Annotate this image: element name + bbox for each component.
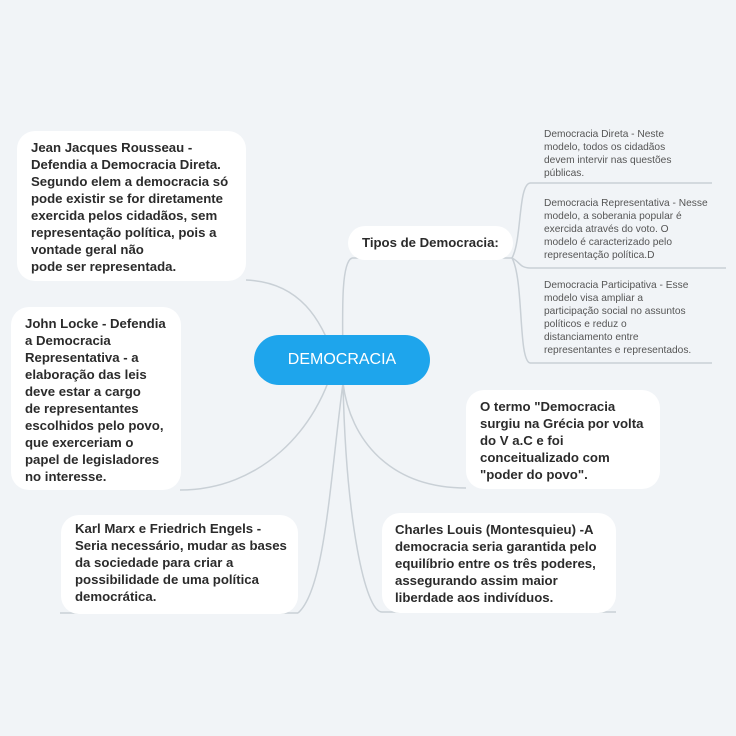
- origem-node[interactable]: O termo "Democracia surgiu na Grécia por volta do V a.C e foi conceitualizado com "poder do povo".: [466, 390, 660, 489]
- connector-montesquieu: [343, 383, 382, 612]
- democracia-participativa-topic[interactable]: Democracia Participativa - Esse modelo visa ampliar a participação social no assuntos políticos e reduz o distanciamento entre representantes e representados.: [544, 280, 692, 356]
- montesquieu-node[interactable]: Charles Louis (Montesquieu) -A democracia seria garantida pelo equilíbrio entre os três poderes, assegurando assim maior liberdade aos indivíduos.: [382, 513, 616, 613]
- connector-direta: [512, 183, 530, 258]
- connector-marx: [298, 383, 343, 613]
- locke-node[interactable]: John Locke - Defendia a Democracia Representativa - a elaboração das leis deve estar a cargo de representantes escolhidos pelo povo, que exerceriam o papel de legisladores no interesse.: [11, 307, 181, 490]
- marx-node[interactable]: Karl Marx e Friedrich Engels - Seria necessário, mudar as bases da sociedade para criar a possibilidade de uma política democrática.: [61, 515, 298, 614]
- connector-origem: [343, 383, 466, 488]
- democracia-representativa-topic[interactable]: Democracia Representativa - Nesse modelo, a soberania popular é exercida através do voto. O modelo é caracterizado pelo representação política.D: [544, 198, 708, 261]
- rousseau-node[interactable]: Jean Jacques Rousseau - Defendia a Democracia Direta. Segundo elem a democracia só pode existir se for diretamente exercida pelos cidadãos, sem representação política, pois a vontade geral não pode ser representada.: [17, 131, 246, 281]
- connector-participativa: [512, 258, 530, 363]
- central-topic[interactable]: DEMOCRACIA: [254, 335, 430, 385]
- tipos-node[interactable]: Tipos de Democracia:: [348, 226, 513, 260]
- democracia-direta-topic[interactable]: Democracia Direta - Neste modelo, todos os cidadãos devem intervir nas questões públicas.: [544, 129, 672, 179]
